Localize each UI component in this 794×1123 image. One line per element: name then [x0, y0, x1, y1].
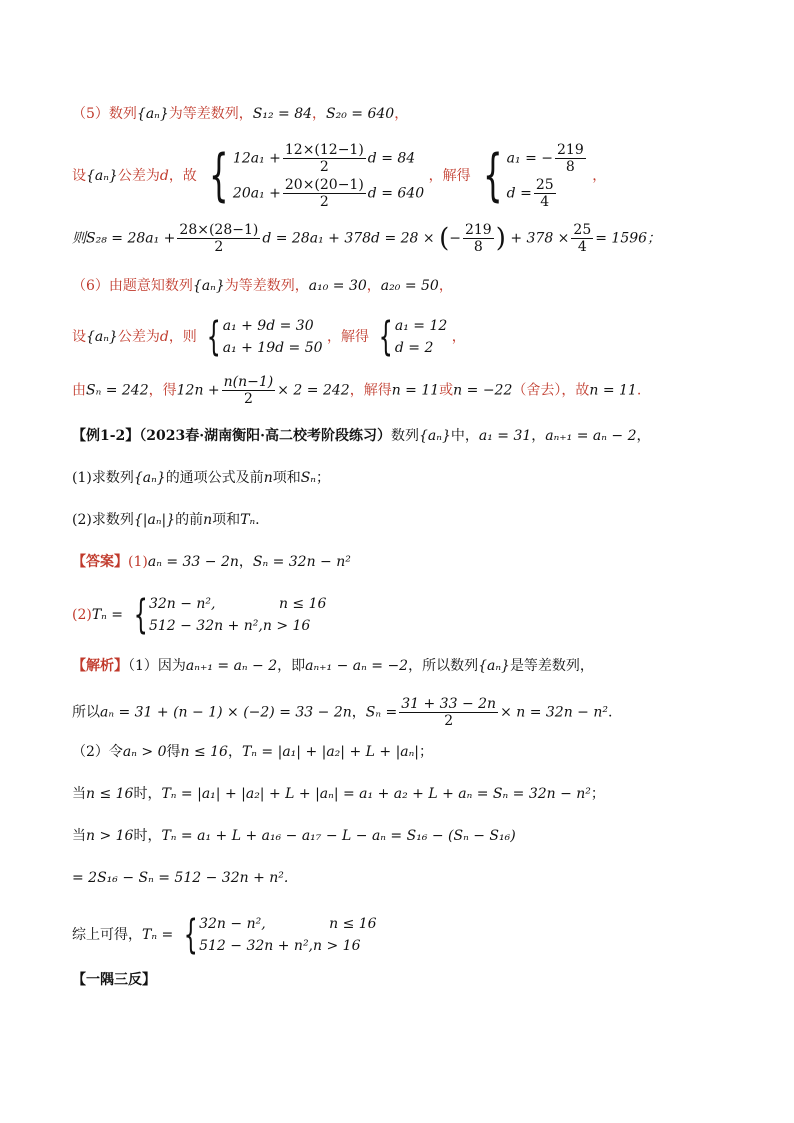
solution-line-7: 综上可得，Tₙ = { 32n − n², n ≤ 16 512 − 32n + n²,n > 16	[72, 912, 377, 958]
part6-result: 由Sₙ = 242，得12n + $\frac{n(n-1)}{2}$ × 2 = 242，解得n = 11或n = −22（舍去），故n = 11.	[72, 374, 642, 407]
system-equations: { 12a₁ + $\frac{12\times(12-1)}{2}$ d = 84 20a₁ + $\frac{20\times(20-1)}{2}$ d = 640	[209, 142, 425, 210]
part5-system: 设{aₙ}公差为d，故 { 12a₁ + $\frac{12\times(12-1)}{2}$ d = 84 20a₁ + $\frac{20\times(20-1)}{2}$ d = 640 ，解得 { a₁ = − $\frac{219}{8}$ d = $\frac{25}{4}$ ，	[72, 142, 607, 210]
solution-line-3: （2）令aₙ > 0得n ≤ 16，Tₙ = |a₁| + |a₂| + L + |aₙ|；	[72, 744, 434, 760]
answer-line-2: (2)Tₙ = { 32n − n², n ≤ 16 512 − 32n + n²,n > 16	[72, 592, 327, 638]
solution-line-2: 所以aₙ = 31 + (n − 1) × (−2) = 33 − 2n，Sₙ = $\frac{31 + 33 - 2n}{2}$ × n = 32n − n².	[72, 696, 613, 729]
answer-tag: 【答案】	[72, 554, 128, 570]
part6-label: （6）	[72, 278, 109, 294]
part6-system: 设{aₙ}公差为d，则 { a₁ + 9d = 30 a₁ + 19d = 50 ，解得 { a₁ = 12 d = 2 ，	[72, 314, 466, 360]
practice-heading: 【一隅三反】	[72, 972, 156, 988]
solution-line-5: 当n > 16时，Tₙ = a₁ + L + a₁₆ − a₁₇ − L − aₙ = S₁₆ − (Sₙ − S₁₆)	[72, 828, 516, 844]
solution-tag: 【解析】	[72, 658, 128, 674]
question-2: (2)求数列{|aₙ|}的前n项和Tₙ.	[72, 512, 260, 528]
part5-label: （5）	[72, 106, 109, 122]
part5-statement: （5）数列{aₙ}为等差数列，S₁₂ = 84，S₂₀ = 640，	[72, 106, 409, 122]
answer-line-1: 【答案】(1)aₙ = 33 − 2n，Sₙ = 32n − n²	[72, 554, 351, 570]
solution-line-4: 当n ≤ 16时，Tₙ = |a₁| + |a₂| + L + |aₙ| = a₁ + a₂ + L + aₙ = Sₙ = 32n − n²；	[72, 786, 605, 802]
example-source: （2023春·湖南衡阳·高二校考阶段练习）	[139, 428, 392, 444]
solution-line-6: = 2S₁₆ − Sₙ = 512 − 32n + n².	[72, 870, 289, 886]
system-solution: { a₁ = − $\frac{219}{8}$ d = $\frac{25}{4}$	[483, 142, 584, 210]
solution-line-1: 【解析】（1）因为aₙ₊₁ = aₙ − 2，即aₙ₊₁ − aₙ = −2，所以数列{aₙ}是等差数列，	[72, 658, 594, 674]
question-1: (1)求数列{aₙ}的通项公式及前n项和Sₙ；	[72, 470, 330, 486]
example-heading: 【例1-2】（2023春·湖南衡阳·高二校考阶段练习）数列{aₙ}中，a₁ = 31，aₙ₊₁ = aₙ − 2，	[72, 428, 651, 444]
part6-statement: （6）由题意知数列{aₙ}为等差数列，a₁₀ = 30，a₂₀ = 50，	[72, 278, 453, 294]
part5-result: 则S₂₈ = 28a₁ + $\frac{28\times(28-1)}{2}$ d = 28a₁ + 378d = 28 × (− $\frac{219}{8}$ ) + 378 × $\frac{25}{4}$ = 1596；	[72, 222, 662, 255]
example-tag: 【例1-2】	[72, 428, 140, 444]
